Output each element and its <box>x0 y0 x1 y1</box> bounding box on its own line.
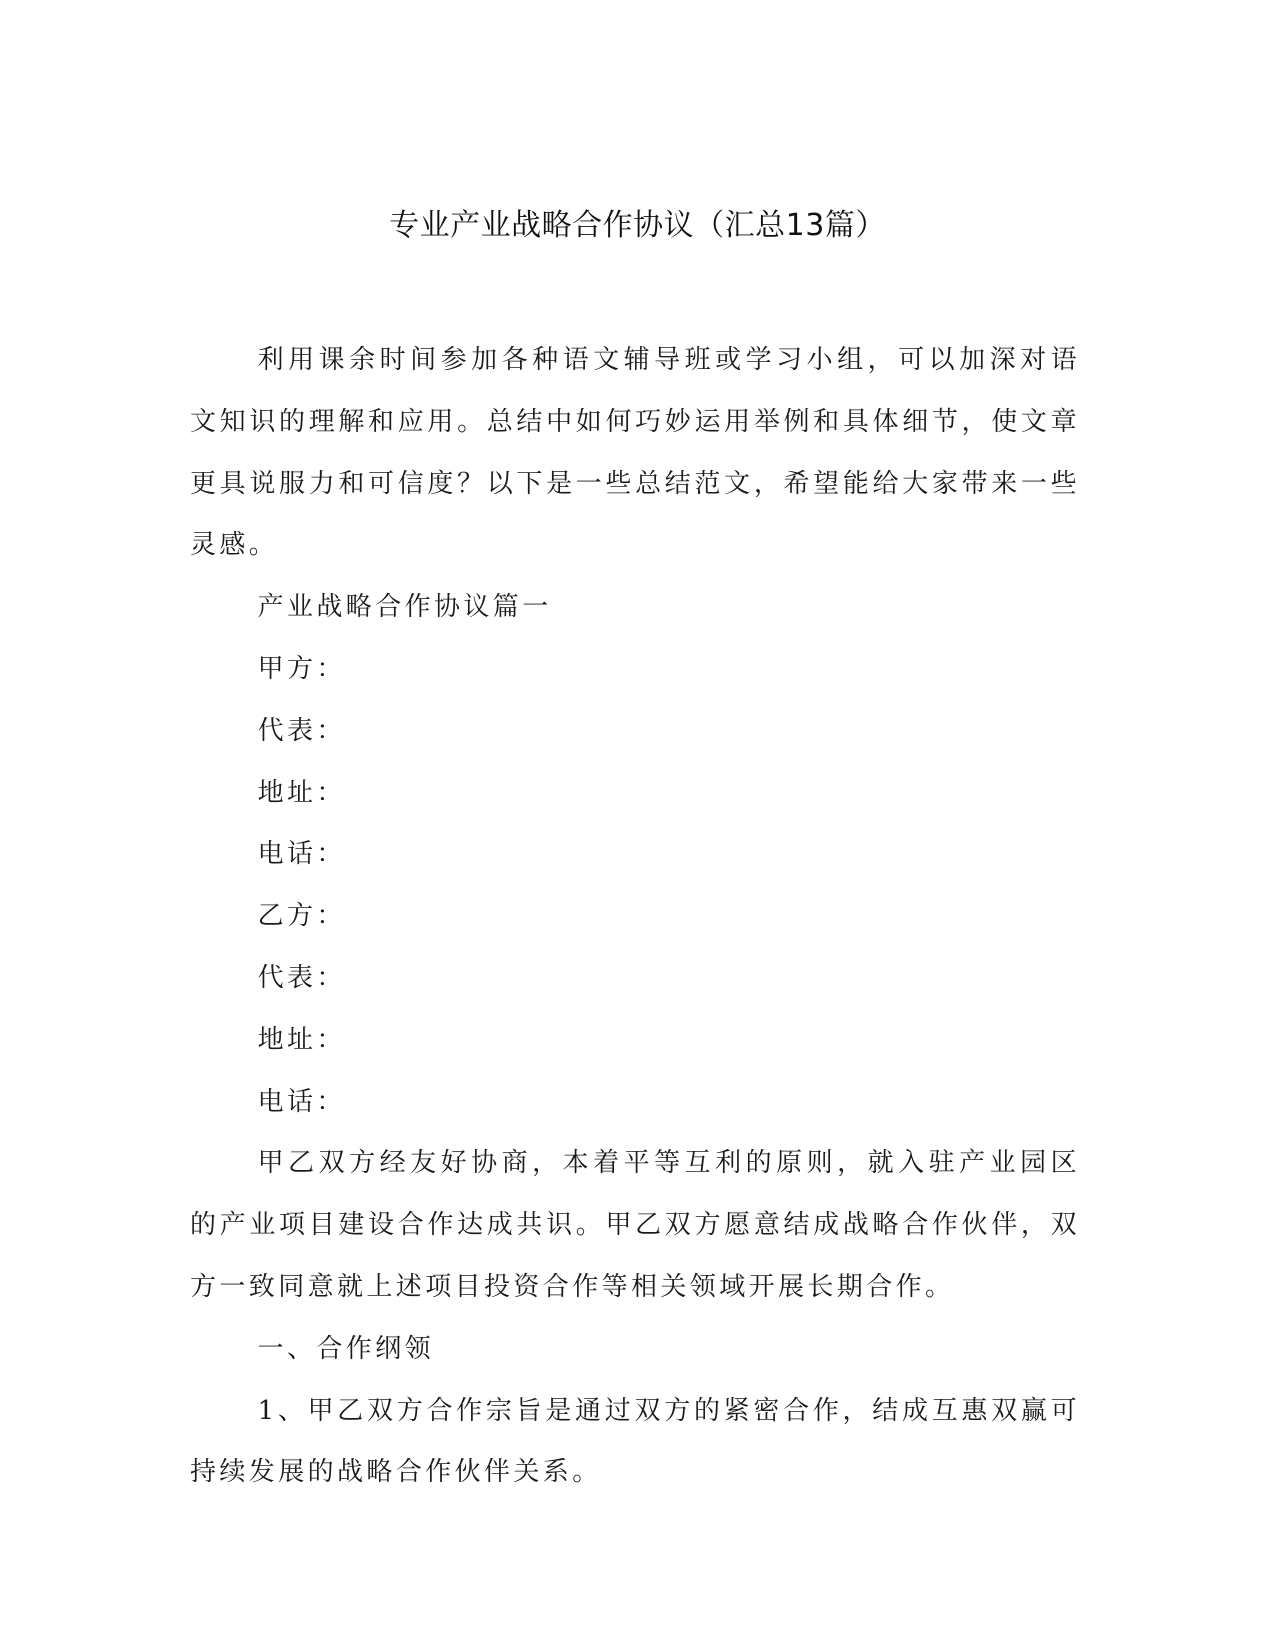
party-b-address-label: 地址： <box>257 1024 346 1055</box>
party-a-label: 甲方： <box>257 653 346 684</box>
party-b-phone-label: 电话： <box>257 1086 346 1117</box>
clause-1-paragraph: 1、甲乙双方合作宗旨是通过双方的紧密合作，结成互惠双赢可持续发展的战略合作伙伴关系。 <box>190 1395 1080 1488</box>
section-heading: 产业战略合作协议篇一 <box>257 592 552 623</box>
party-a-representative-label: 代表： <box>257 715 346 746</box>
document-title: 专业产业战略合作协议（汇总13篇） <box>389 208 886 243</box>
agreement-paragraph: 甲乙双方经友好协商，本着平等互利的原则，就入驻产业园区的产业项目建设合作达成共识。甲乙双方愿意结成战略合作伙伴，双方一致同意就上述项目投资合作等相关领域开展长期合作。 <box>190 1148 1080 1302</box>
party-b-label: 乙方： <box>257 901 346 932</box>
party-b-representative-label: 代表： <box>257 962 346 993</box>
intro-paragraph: 利用课余时间参加各种语文辅导班或学习小组，可以加深对语文知识的理解和应用。总结中如何巧妙运用举例和具体细节，使文章更具说服力和可信度？以下是一些总结范文，希望能给大家带来一些灵感。 <box>190 345 1080 561</box>
party-a-address-label: 地址： <box>257 777 346 808</box>
document-body <box>190 330 1080 1504</box>
clause-heading: 一、合作纲领 <box>257 1333 434 1364</box>
party-a-phone-label: 电话： <box>257 839 346 870</box>
